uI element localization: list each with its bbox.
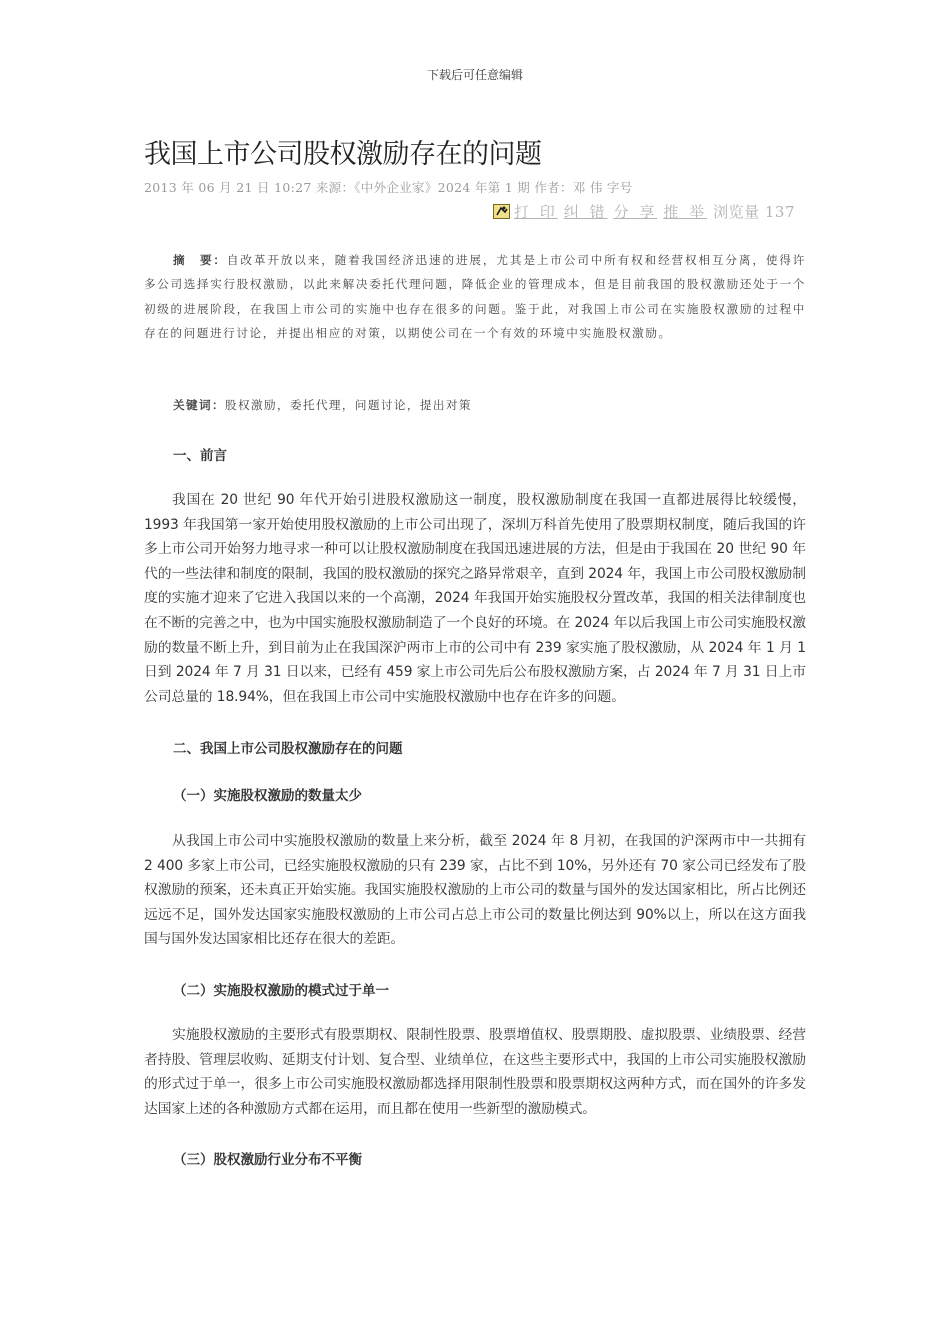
section-heading-intro: 一、前言 bbox=[173, 448, 227, 464]
recommend-link[interactable]: 推 举 bbox=[663, 202, 708, 221]
intro-paragraph: 我国在 20 世纪 90 年代开始引进股权激励这一制度，股权激励制度在我国一直都进展得比较缓慢，1993 年我国第一家开始使用股权激励的上市公司出现了，深圳万科首先使用了股票期权制度，随后我国的许多上市公司开始努力地寻求一种可以让股权激励制度在我国迅速进展的方法，但是由于我国在 20 世纪 90 年代的一些法律和制度的限制，我国的股权激励的探究之路异常艰辛，直到 2024 年，我国上市公司股权激励制度的实施才迎来了它进入我国以来的一个高潮，2024 年我国开始实施股权分置改革，我国的相关法律制度也在不断的完善之中，也为中国实施股权激励制造了一个良好的环境。在 2024 年以后我国上市公司实施股权激励的数量不断上升，到目前为止在我国深沪两市上市的公司中有 239 家实施了股权激励，从 2024 年 1 月 1 日到 2024 年 7 月 31 日以来，已经有 459 家上市公司先后公布股权激励方案，占 2024 年 7 月 31 日上市公司总量的 18.94%，但在我国上市公司中实施股权激励中也存在许多的问题。 bbox=[144, 492, 806, 705]
section-heading-problems: 二、我国上市公司股权激励存在的问题 bbox=[173, 741, 403, 757]
subsection-paragraph-2: 实施股权激励的主要形式有股票期权、限制性股票、股票增值权、股票期股、虚拟股票、业绩股票、经营者持股、管理层收购、延期支付计划、复合型、业绩单位，在这些主要形式中，我国的上市公司实施股权激励的形式过于单一，很多上市公司实施股权激励都选择用限制性股票和股票期权这两种方式，而在国外的许多发达国家上述的各种激励方式都在运用，而且都在使用一些新型的激励模式。 bbox=[144, 1027, 806, 1117]
subsection-paragraph-1: 从我国上市公司中实施股权激励的数量上来分析，截至 2024 年 8 月初，在我国的沪深两市中一共拥有 2 400 多家上市公司，已经实施股权激励的只有 239 家，占比不到 10%，另外还有 70 家公司已经发布了股权激励的预案，还未真正开始实施。我国实施股权激励的上市公司的数量与国外的发达国家相比，所占比例还远远不足，国外发达国家实施股权激励的上市公司占总上市公司的数量比例达到 90%以上，所以在这方面我国与国外发达国家相比还存在很大的差距。 bbox=[144, 833, 806, 948]
keywords-text: 股权激励，委托代理，问题讨论，提出对策 bbox=[224, 398, 472, 412]
abstract-label: 摘 要： bbox=[173, 253, 227, 267]
share-link[interactable]: 分 享 bbox=[613, 202, 658, 221]
abstract-text: 自改革开放以来，随着我国经济迅速的进展，尤其是上市公司中所有权和经营权相互分离，使得许多公司选择实行股权激励，以此来解决委托代理问题，降低企业的管理成本，但是目前我国的股权激励还处于一个初级的进展阶段，在我国上市公司的实施中也存在很多的问题。鉴于此，对我国上市公司在实施股权激励的过程中存在的问题进行讨论，并提出相应的对策，以期使公司在一个有效的环境中实施股权激励。 bbox=[144, 253, 806, 341]
article-title: 我国上市公司股权激励存在的问题 bbox=[144, 139, 542, 170]
subsection-heading-3: （三）股权激励行业分布不平衡 bbox=[173, 1152, 362, 1168]
abstract bbox=[144, 248, 806, 346]
keywords bbox=[173, 394, 472, 416]
article-meta: 2013 年 06 月 21 日 10:27 来源：《中外企业家》2024 年第 1 期 作者：邓 伟 字号 bbox=[144, 180, 633, 195]
subsection-heading-2: （二）实施股权激励的模式过于单一 bbox=[173, 983, 389, 999]
view-count: 浏览量 137 bbox=[713, 202, 796, 221]
correct-link[interactable]: 纠 错 bbox=[563, 202, 608, 221]
article-actions bbox=[493, 200, 795, 222]
print-icon[interactable] bbox=[493, 204, 510, 219]
header-note: 下载后可任意编辑 bbox=[426, 68, 523, 82]
keywords-label: 关键词： bbox=[173, 398, 225, 412]
print-link[interactable]: 打 印 bbox=[514, 202, 558, 221]
subsection-heading-1: （一）实施股权激励的数量太少 bbox=[173, 788, 362, 804]
